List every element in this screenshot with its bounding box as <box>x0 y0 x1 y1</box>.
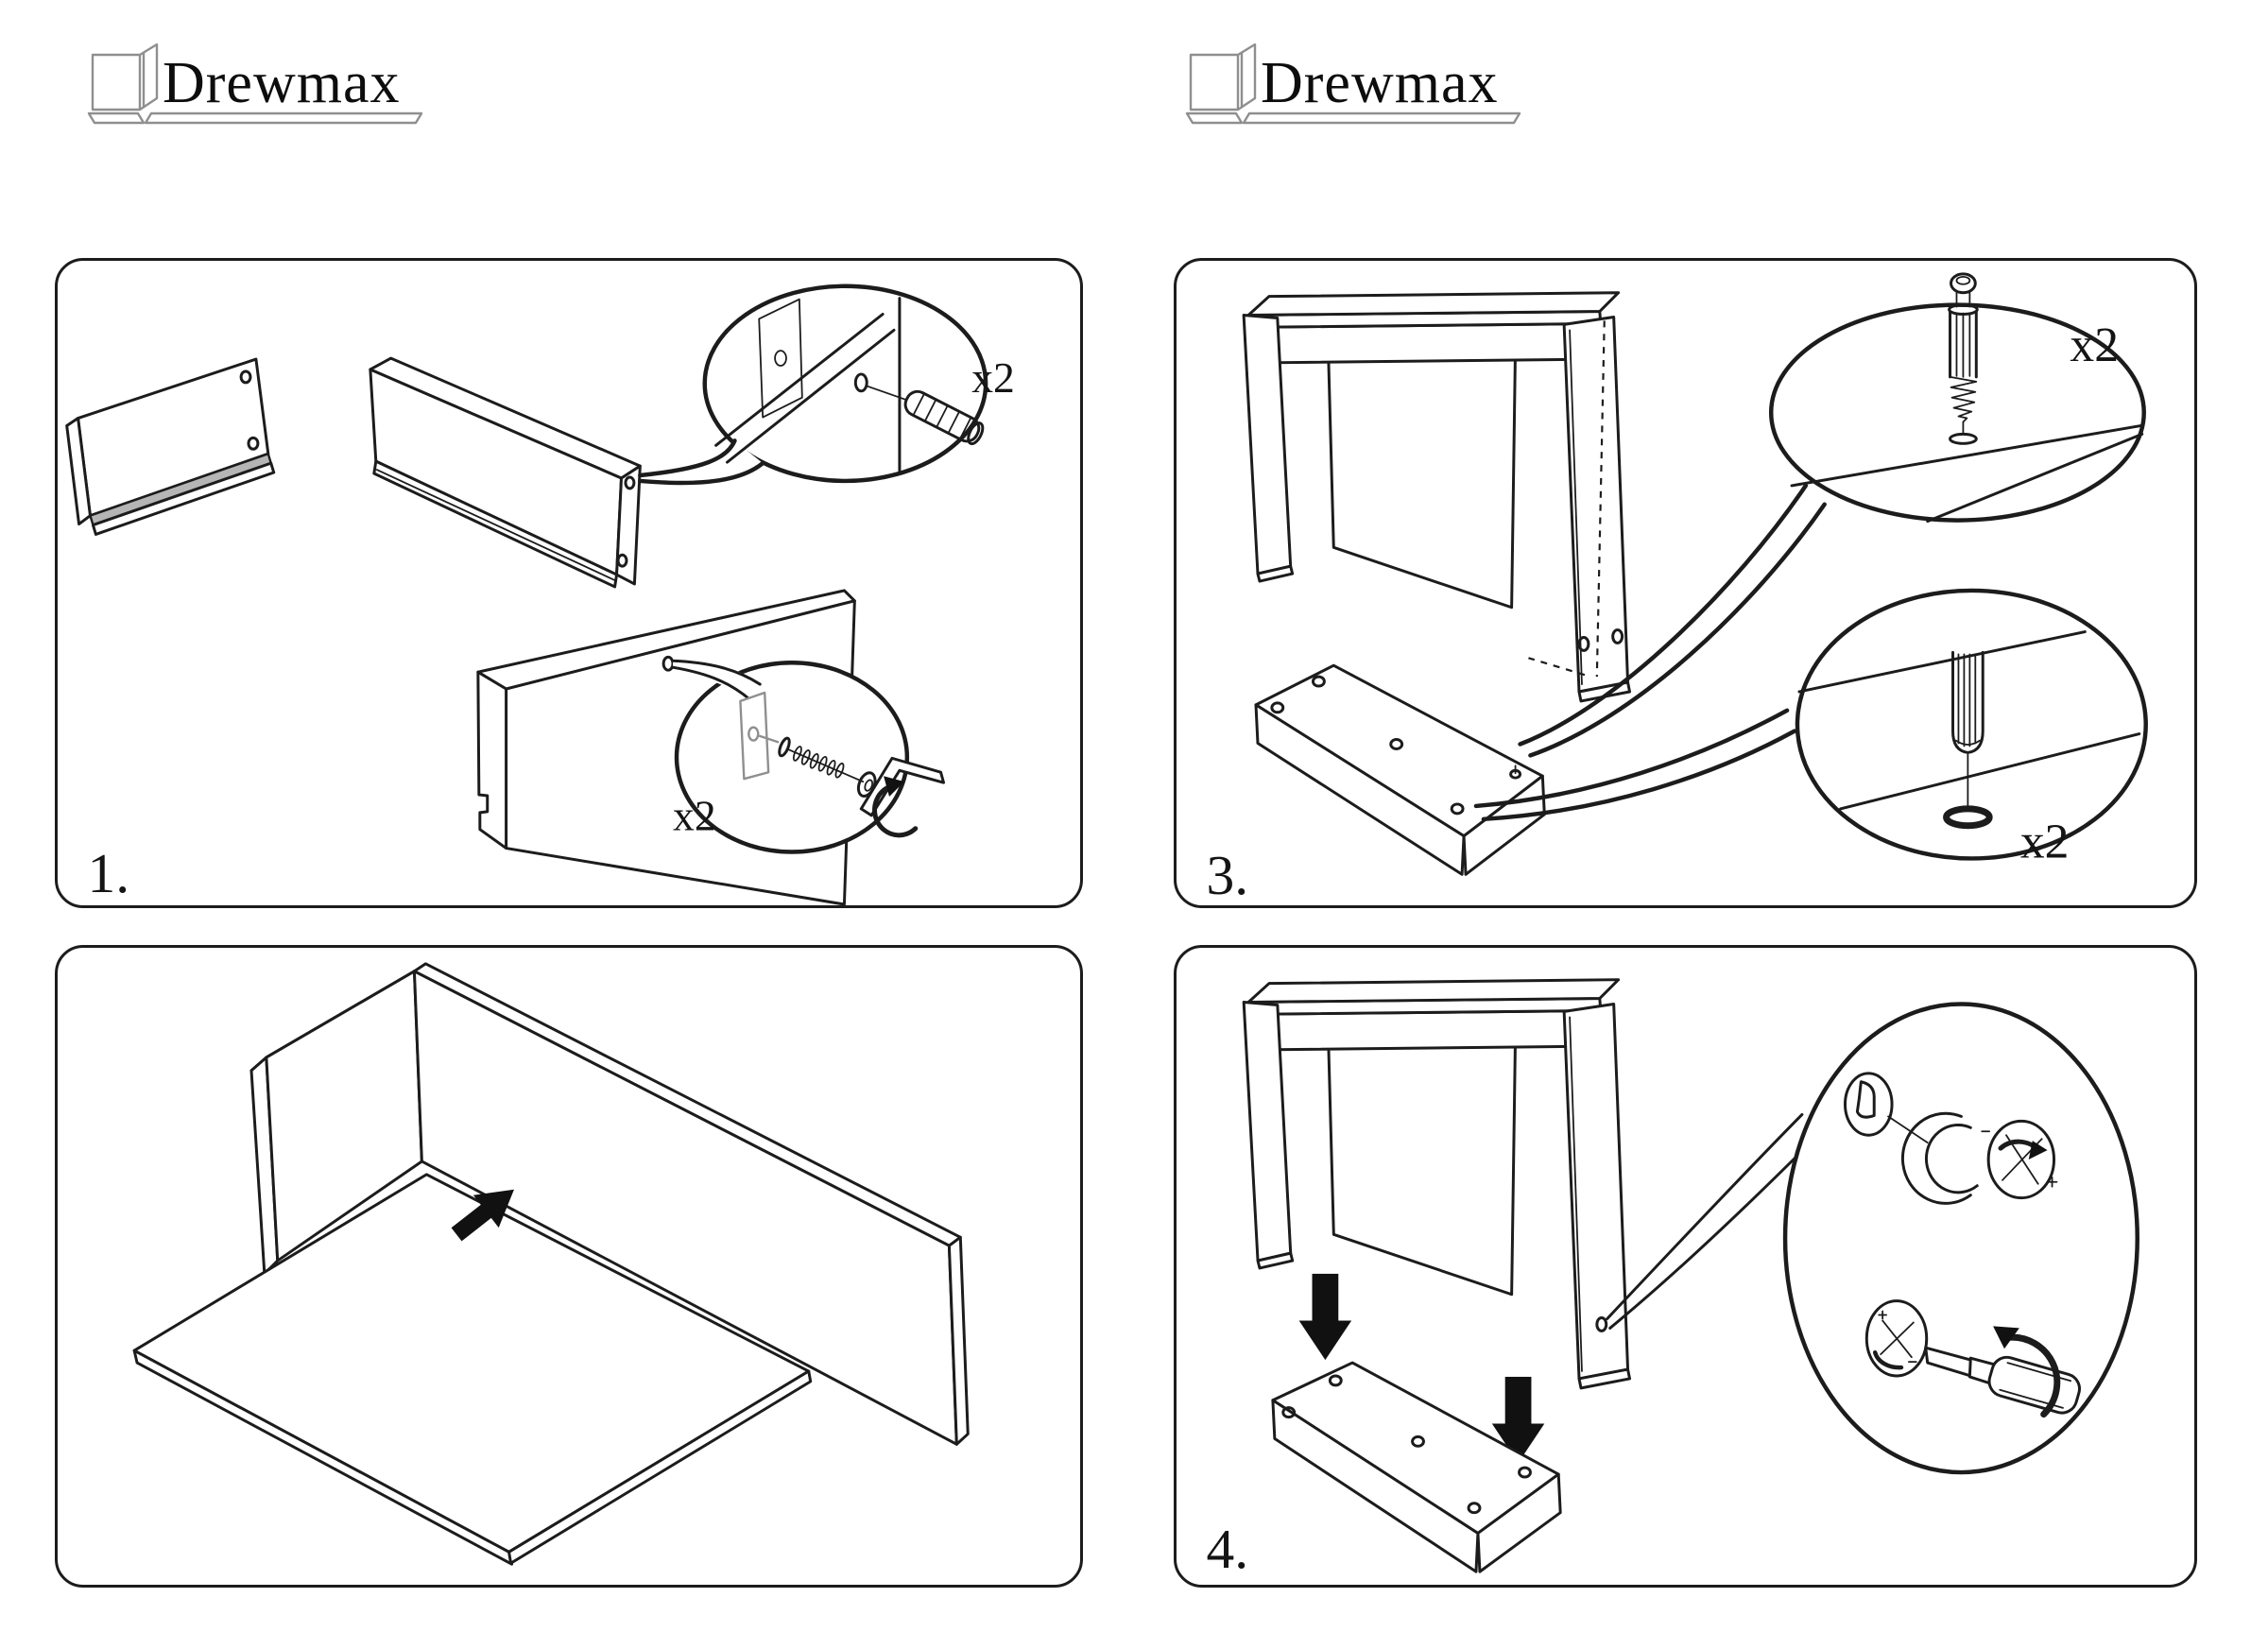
step-panel-1 <box>55 258 1083 908</box>
step-panel-4 <box>1174 945 2197 1588</box>
brand-name: Drewmax <box>1261 51 1499 115</box>
callout-screw <box>1771 274 2144 522</box>
down-arrow-icon <box>1299 1274 1352 1360</box>
table-frame <box>1244 980 1629 1388</box>
leg-post <box>740 693 768 779</box>
callout-cam-bolt <box>673 659 943 851</box>
step-number: 4. <box>1206 1518 1249 1581</box>
callout-cam-lock <box>1785 1004 2138 1472</box>
side-board-left <box>67 359 274 534</box>
dowel-count-label: x2 <box>2019 815 2070 869</box>
screw-count-label: x2 <box>2070 318 2119 373</box>
callout-dowel <box>1797 591 2146 869</box>
brand-name: Drewmax <box>163 51 401 115</box>
table-frame <box>1244 293 1629 701</box>
side-board-middle <box>370 358 640 587</box>
leader-to-cam-callout <box>1607 1114 1813 1328</box>
brand-logo-graphic <box>83 43 429 125</box>
hidden-edge-dashed <box>1528 658 1584 675</box>
step-number: 3. <box>1206 844 1249 905</box>
brand-logo <box>83 43 429 125</box>
step-2-illustration <box>58 948 1080 1585</box>
step-4-illustration <box>1177 948 2194 1585</box>
cam-disc-icon <box>1866 1301 1926 1376</box>
base-plank <box>1256 665 1544 874</box>
brand-logo <box>1181 43 1527 125</box>
step-number: 1. <box>87 842 130 905</box>
brand-logo-graphic <box>1181 43 1527 125</box>
dowel-count-label: x2 <box>971 352 1015 402</box>
bolt-count-label: x2 <box>673 791 716 840</box>
step-panel-3 <box>1174 258 2197 908</box>
step-panel-2 <box>55 945 1083 1588</box>
step-1-illustration <box>58 261 1080 905</box>
callout-dowel <box>640 286 1015 483</box>
step-3-illustration <box>1177 261 2194 905</box>
